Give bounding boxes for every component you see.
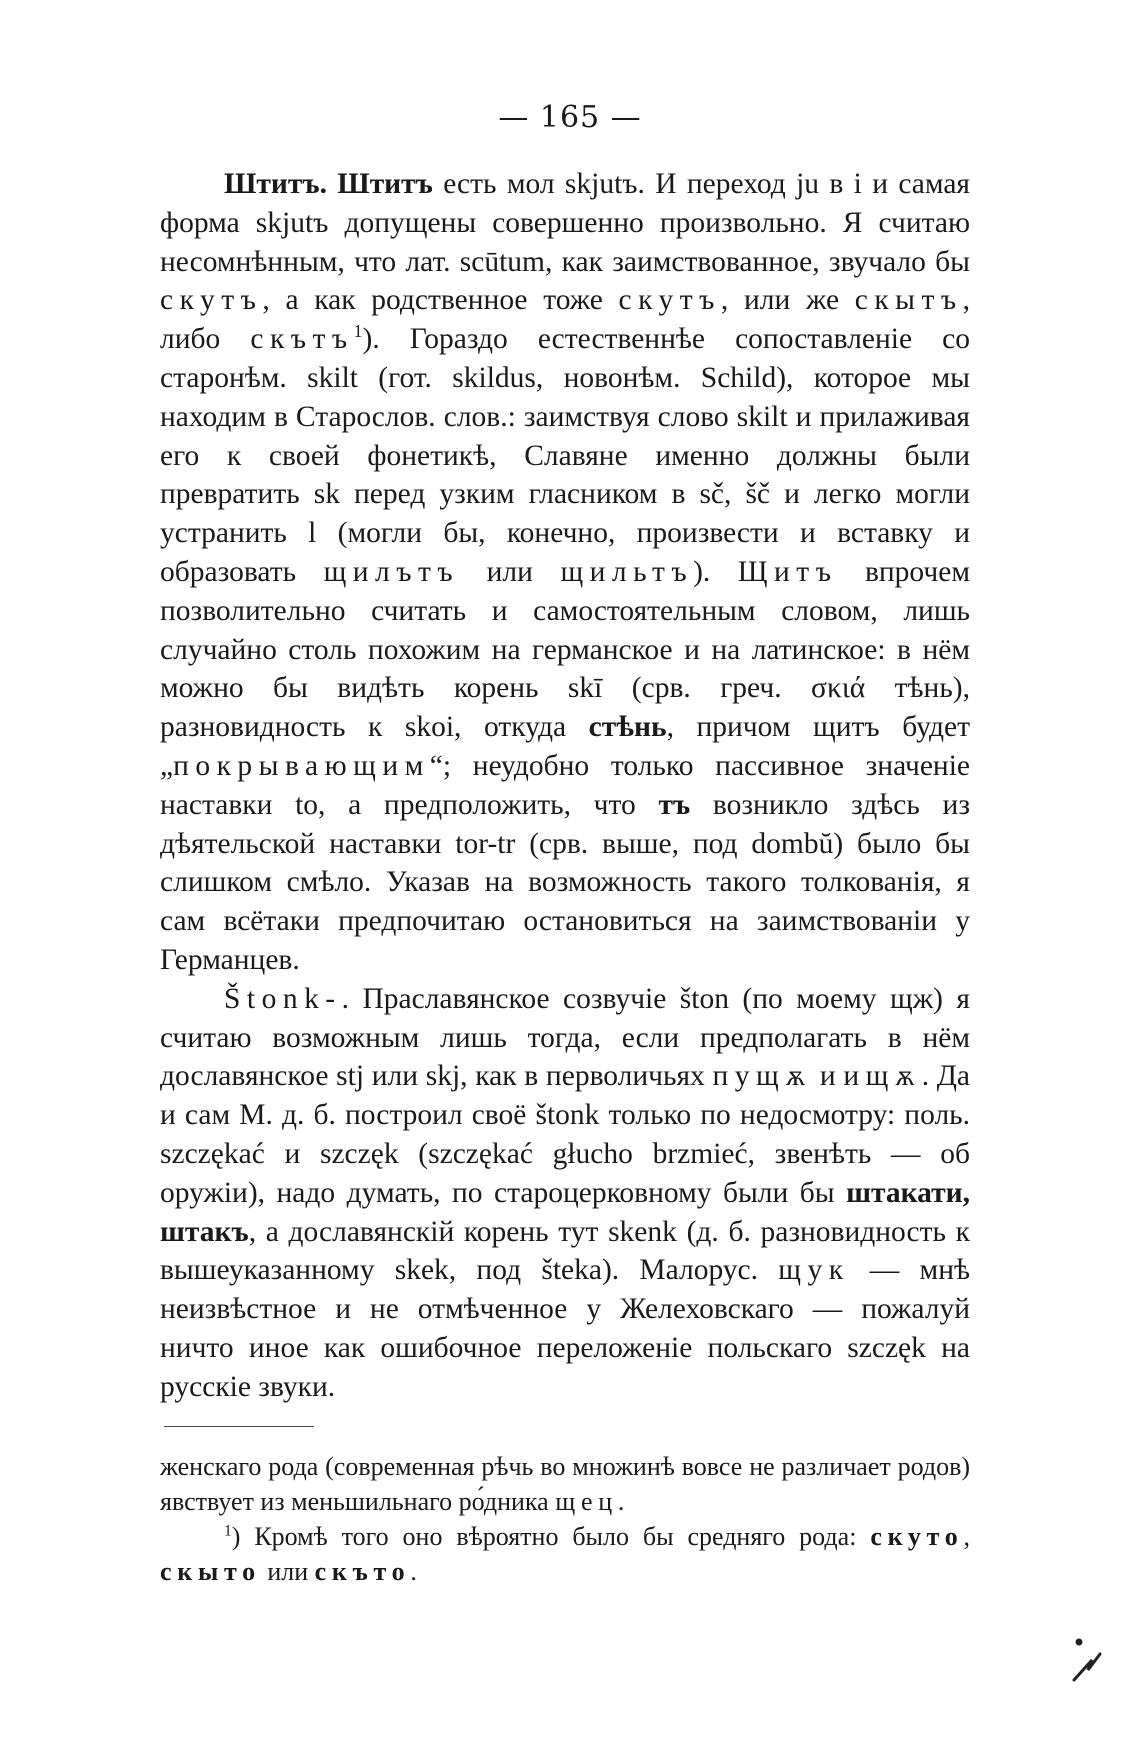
page-number: — 165 — — [498, 100, 642, 135]
spaced-word: скыто — [160, 1557, 261, 1586]
footnote-number: 1 — [224, 1522, 232, 1540]
footnotes — [160, 1449, 970, 1589]
spaced-word: щец — [555, 1487, 618, 1516]
entry-stonk: Štonk-. Праславянское созвучіе šton (по моему щж) я считаю возможным лишь тогда, если предполагать в нём дославянское stj или skj, как в перволичьях пущѫ и ищѫ. Да и сам М. д. б. построил своё štonk только по недосмотру: поль. szczękać и szczęk (szczękać głucho brzmieć, звенѣть — об оружіи), надо думать, по староцерковному были бы штакати, штакъ, а дославянскій корень тут skenk (д. б. разновидность к вышеуказанному skek, под šteka). Малорус. щук — мнѣ неизвѣстное и не отмѣченное у Желеховскаго — пожалуй ничто иное как ошибочное переложеніе польскаго szczęk на русскіе звуки. — [160, 982, 970, 1403]
spaced-word: пущѫ — [712, 1060, 813, 1093]
footnote-marker: 1 — [353, 321, 363, 342]
spaced-word: ищѫ — [843, 1060, 922, 1093]
entry-headword-repeat: Штитъ — [337, 168, 433, 200]
spaced-word: скытъ — [854, 284, 963, 317]
spaced-word: скътъ — [250, 323, 354, 356]
spaced-word: скутъ — [160, 284, 263, 317]
spaced-word: щук — [778, 1254, 850, 1287]
footnote-separator — [164, 1426, 314, 1427]
bold-word: стѣнь — [588, 711, 667, 744]
spaced-word: Щитъ — [737, 555, 838, 588]
footnote-continuation: женскаго рода (современная рѣчь во множинѣ вовсе не различает родов) явствует из меньшильнаго ро́дника щец. — [160, 1452, 970, 1516]
spaced-word: скутъ — [618, 284, 721, 317]
footnote-1: $^1$) Кромѣ того оно вѣроятно было бы средняго рода: скуто, скыто или скъто. — [160, 1522, 970, 1586]
spaced-word: щилътъ — [323, 555, 460, 588]
bold-word: штакати, штакъ — [160, 1176, 970, 1248]
entry-headword: Штитъ. — [224, 168, 327, 200]
spaced-word: щильтъ — [560, 555, 694, 588]
ink-dot — [1076, 1639, 1083, 1646]
spaced-word: скуто — [870, 1522, 964, 1551]
entry-headword: Štonk- — [224, 982, 342, 1015]
ink-stroke — [1074, 1654, 1100, 1680]
spaced-word: скъто — [314, 1557, 411, 1586]
margin-ink-marks — [1070, 1636, 1104, 1686]
body-text — [160, 165, 970, 1407]
spaced-word: покрывающим — [173, 749, 430, 782]
bold-word: тъ — [658, 788, 691, 821]
entry-shtit: Штитъ. Штитъ есть мол skjutъ. И переход ju в i и самая форма skjutъ допущены совершенно произвольно. Я считаю несомнѣнным, что лат. scūtum, как заимствованное, звучало бы скутъ, а как родственное тоже скутъ, или же скытъ, либо скътъ$^1$). Гораздо естественнѣе сопоставленіе со старонѣм. skilt (гот. skildus, новонѣм. Schild), которое мы находим в Старослов. слов.: заимствуя слово skilt и прилаживая его к своей фонетикѣ, Славяне именно должны были превратить sk перед узким гласником в sč, šč и легко могли устранить l (могли бы, конечно, произвести и вставку и образовать щилътъ или щильтъ). Щитъ впрочем позволительно считать и самостоятельным словом, лишь случайно столь похожим на германское и на латинское: в нём можно бы видѣть корень skī (срв. греч. σκιά тѣнь), разновидность к skoi, откуда стѣнь, причом щитъ будет „покрывающим“; неудобно только пассивное значеніе наставки to, а предположить, что тъ возникло здѣсь из дѣятельской наставки tor-tr (срв. выше, под dombŭ) было бы слишком смѣло. Указав на возможность такого толкованія, я сам всётаки предпочитаю остановиться на заимствованіи у Германцев. — [160, 168, 970, 976]
